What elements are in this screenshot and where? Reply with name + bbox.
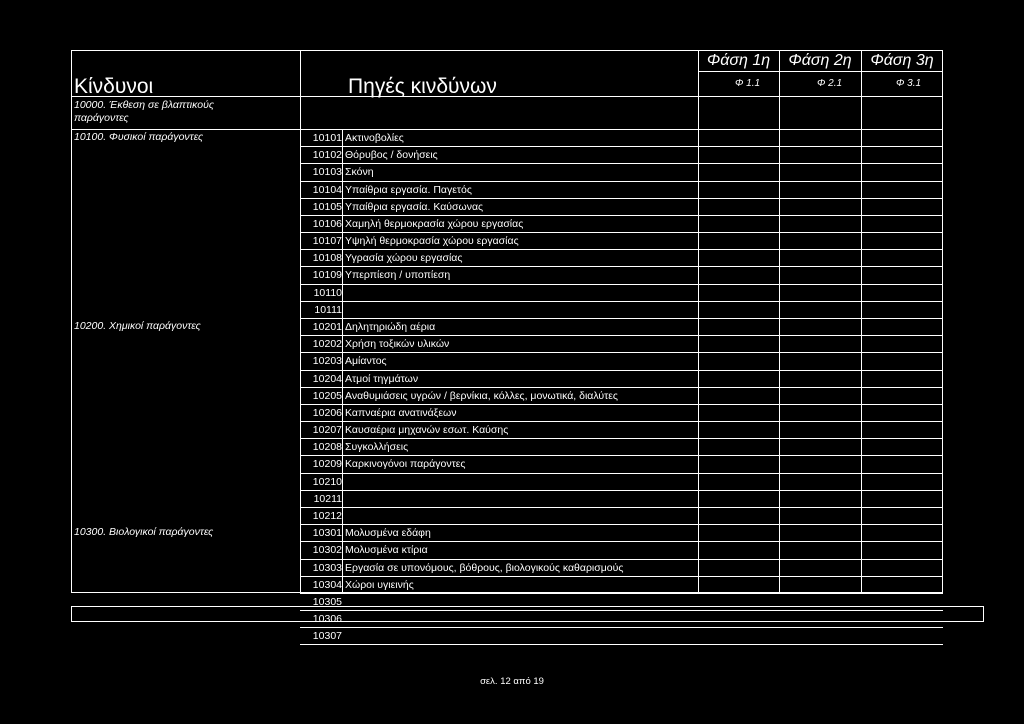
- row-divider: [300, 593, 943, 594]
- row-code: 10208: [312, 441, 342, 454]
- row-code: 10109: [312, 269, 342, 282]
- row-code: 10207: [312, 424, 342, 437]
- row-code: 10102: [312, 149, 342, 162]
- row-code: 10105: [312, 200, 342, 213]
- row-code: 10303: [312, 561, 342, 574]
- row-name: Συγκολλήσεις: [345, 441, 409, 454]
- row-code: 10307: [312, 630, 342, 643]
- phase-1-title: Φάση 1η: [706, 52, 771, 69]
- row-divider: [300, 163, 943, 164]
- col-divider-phase1: [698, 50, 699, 593]
- row-code: 10205: [312, 389, 342, 402]
- row-code: 10211: [313, 492, 342, 505]
- row-code: 10107: [312, 235, 342, 248]
- row-code: 10202: [312, 338, 342, 351]
- row-name: Χώροι υγιεινής: [345, 578, 414, 591]
- top-category-bottom-line: [71, 129, 943, 130]
- row-code: 10104: [312, 183, 342, 196]
- row-code: 10306: [312, 613, 342, 626]
- category-label: 10300. Βιολογικοί παράγοντες: [74, 526, 214, 539]
- row-code: 10209: [312, 458, 342, 471]
- row-code: 10212: [312, 509, 342, 522]
- row-divider: [300, 490, 943, 491]
- footer-box: [71, 606, 984, 622]
- row-name: Ατμοί τηγμάτων: [345, 372, 419, 385]
- row-name: Υψηλή θερμοκρασία χώρου εργασίας: [345, 235, 519, 248]
- row-divider: [300, 284, 943, 285]
- top-category-label: 10000. Έκθεση σε βλαπτικούς παράγοντες: [74, 99, 214, 124]
- row-name: Αναθυμιάσεις υγρών / βερνίκια, κόλλες, μονωτικά, διαλύτες: [345, 389, 618, 402]
- category-label: 10100. Φυσικοί παράγοντες: [74, 131, 204, 143]
- row-code: 10101: [312, 132, 342, 144]
- row-name: Υπαίθρια εργασία. Καύσωνας: [345, 200, 484, 213]
- row-name: Ακτινοβολίες: [345, 132, 404, 144]
- risks-header: Κίνδυνοι: [74, 75, 154, 98]
- phase-header-divider: [698, 71, 943, 72]
- row-divider: [300, 644, 943, 645]
- row-name: Υπερπίεση / υποπίεση: [345, 269, 451, 282]
- row-divider: [300, 301, 943, 302]
- row-name: Εργασία σε υπονόμους, βόθρους, βιολογικούς καθαρισμούς: [345, 561, 624, 574]
- row-divider: [300, 352, 943, 353]
- header-bottom-line: [71, 96, 943, 97]
- row-name: Δηλητηριώδη αέρια: [345, 320, 436, 333]
- row-code: 10204: [312, 372, 342, 385]
- row-name: Υγρασία χώρου εργασίας: [345, 252, 463, 265]
- row-code: 10301: [312, 527, 342, 540]
- row-code: 10203: [312, 355, 342, 368]
- phase-2-title: Φάση 2η: [788, 52, 852, 69]
- row-code: 10111: [314, 303, 342, 316]
- row-code: 10210: [312, 475, 342, 488]
- row-code: 10108: [312, 252, 342, 265]
- row-code: 10305: [312, 595, 342, 608]
- phase-3-sub: Φ 3.1: [896, 78, 922, 89]
- row-code: 10302: [312, 544, 342, 557]
- row-name: Μολυσμένα εδάφη: [345, 527, 431, 540]
- row-code: 10304: [312, 578, 342, 591]
- row-name: Σκόνη: [345, 166, 374, 179]
- row-name: Καυσαέρια μηχανών εσωτ. Καύσης: [345, 424, 509, 437]
- row-name: Χαμηλή θερμοκρασία χώρου εργασίας: [345, 217, 524, 230]
- phase-1-sub: Φ 1.1: [735, 78, 761, 89]
- row-name: Καπναέρια ανατινάξεων: [345, 406, 457, 419]
- row-name: Καρκινογόνοι παράγοντες: [345, 458, 466, 471]
- row-name: Υπαίθρια εργασία. Παγετός: [345, 183, 472, 196]
- row-code: 10106: [312, 217, 342, 230]
- row-divider: [300, 473, 943, 474]
- phase-2-sub: Φ 2.1: [817, 78, 843, 89]
- row-code: 10110: [313, 286, 342, 299]
- sources-header: Πηγές κινδύνων: [348, 75, 497, 98]
- page-number: σελ. 12 από 19: [480, 676, 544, 687]
- col-divider-phase2: [779, 50, 780, 593]
- phase-3-title: Φάση 3η: [870, 52, 934, 69]
- row-code: 10103: [312, 166, 342, 179]
- row-code: 10206: [312, 406, 342, 419]
- category-label: 10200. Χημικοί παράγοντες: [74, 319, 201, 332]
- row-divider: [300, 627, 943, 628]
- row-name: Χρήση τοξικών υλικών: [345, 338, 450, 351]
- row-name: Αμίαντος: [345, 355, 387, 368]
- row-name: Μολυσμένα κτίρια: [345, 544, 428, 557]
- row-name: Θόρυβος / δονήσεις: [345, 149, 438, 162]
- col-divider-phase3: [861, 50, 862, 593]
- row-divider: [300, 507, 943, 508]
- row-code: 10201: [312, 320, 342, 333]
